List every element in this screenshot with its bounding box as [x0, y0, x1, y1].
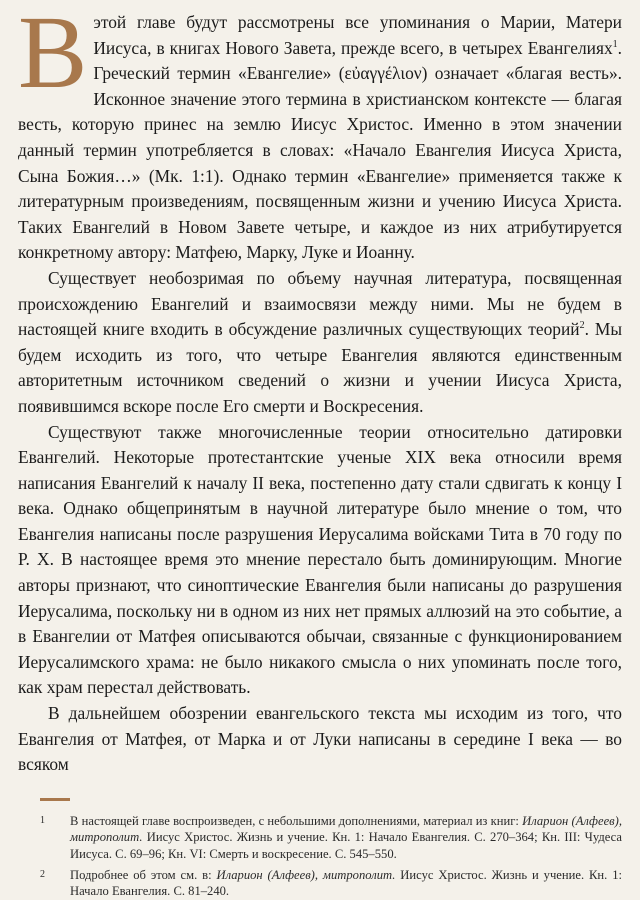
footnote-author: Иларион (Алфеев), митрополит. [70, 813, 622, 845]
paragraph-2-text-b: . Мы будем исходить из того, что четыре Евангелия являются единственным авторитетным источником сведений о жизни и учении Иисуса Христа, появившимся вскоре после Его смерти и Воскресения. [18, 319, 622, 416]
footnotes [18, 813, 622, 900]
footnote-divider [40, 798, 70, 801]
paragraph-2 [18, 266, 622, 420]
footnote-text [70, 867, 622, 900]
footnote-author: Иларион (Алфеев), митрополит. [216, 867, 396, 882]
footnote-2 [18, 867, 622, 900]
footnote-rest: Иисус Христос. Жизнь и учение. Кн. 1: Начало Евангелия. С. 270–364; Кн. III: Чудеса Иисуса. С. 69–96; Кн. VI: Смерть и воскресение. С. 545–550. [70, 830, 622, 861]
paragraph-1 [18, 0, 622, 266]
footnote-ref-2[interactable]: 2 [579, 320, 585, 332]
footnote-1 [18, 813, 622, 863]
footnote-lead: Подробнее об этом см. в: [70, 867, 217, 882]
footnote-number: 1 [40, 814, 45, 826]
footnote-number: 2 [40, 868, 45, 880]
footnote-rest: Иисус Христос. Жизнь и учение. Кн. 1: Начало Евангелия. С. 81–240. [70, 867, 622, 899]
paragraph-3: Существуют также многочисленные теории относительно датировки Евангелий. Некоторые протестантские ученые XIX века относили время написания Евангелий к началу II века, постепенно дату стали сдвигать к концу I века. Однако общепринятым в научной литературе было мнение о том, что Евангелия написаны после разрушения Иерусалима войсками Тита в 70 году по Р. Х. В настоящее время это мнение перестало быть доминирующим. Многие авторы признают, что синоптические Евангелия были написаны до разрушения Иерусалима, поскольку ни в одном из них нет прямых аллюзий на это событие, а в Евангелии от Матфея описываются обычаи, связанные с функционированием Иерусалимского храма: не было никакого смысла о них упоминать после того, как храм перестал действовать. [18, 421, 622, 698]
main-text [18, 0, 622, 778]
paragraph-1-text-a: этой главе будут рассмотрены все упоминания о Марии, Матери Иисуса, в книгах Нового Завета, прежде всего, в четырех Евангелиях [93, 12, 622, 58]
footnote-lead: В настоящей главе воспроизведен, с небольшими дополнениями, материал из книг: [70, 813, 523, 828]
paragraph-4: В дальнейшем обозрении евангельского текста мы исходим из того, что Евангелия от Матфея, от Марка и от Луки написаны в середине I века — во всяком [18, 703, 622, 775]
footnote-text [70, 813, 622, 863]
footnote-ref-1[interactable]: 1 [612, 38, 618, 50]
paragraph-2-text-a: Существует необозримая по объему научная литература, посвященная происхождению Евангелий и взаимосвязи между ними. Мы не будем в настоящей книге входить в обсуждение различных существующих теорий [18, 267, 622, 340]
paragraph-1-text-b: . Греческий термин «Евангелие» (εὐαγγέλιον) означает «благая весть». Исконное значение этого термина в христианском контексте — благая весть, которую принес на землю Иисус Христос. Именно в этом значении данный термин употребляется в словах: «Начало Евангелия Иисуса Христа, Сына Божия…» (Мк. 1:1). Однако термин «Евангелие» применяется также к литературным произведениям, посвященным жизни и учению Иисуса Христа. Таких Евангелий в Новом Завете четыре, и каждое из них атрибутируется конкретному автору: Матфею, Марку, Луке и Иоанну. [18, 37, 622, 263]
drop-cap: В [18, 0, 88, 110]
